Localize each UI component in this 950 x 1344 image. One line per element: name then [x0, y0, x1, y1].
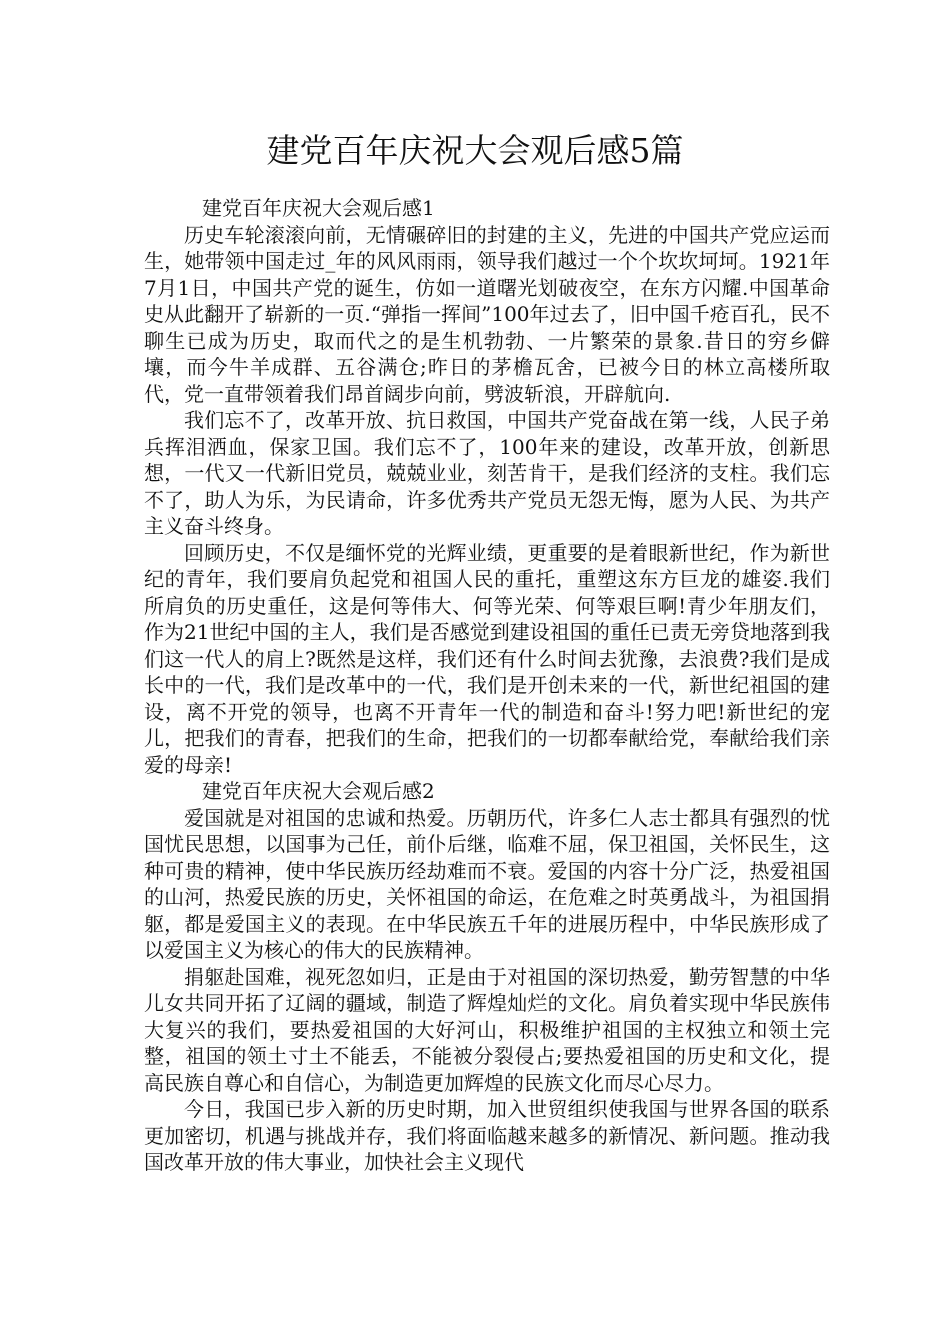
- section-heading-2: 建党百年庆祝大会观后感2: [202, 779, 435, 803]
- paragraph: 回顾历史，不仅是缅怀党的光辉业绩，更重要的是着眼新世纪，作为新世纪的青年，我们要肩负起党和祖国人民的重托，重塑这东方巨龙的雄姿.我们所肩负的历史重任，这是何等伟大、何等光荣、何等艰巨啊!青少年朋友们，作为21世纪中国的主人，我们是否感觉到建设祖国的重任已责无旁贷地落到我们这一代人的肩上?既然是这样，我们还有什么时间去犹豫，去浪费?我们是成长中的一代，我们是改革中的一代，我们是开创未来的一代，新世纪祖国的建设，离不开党的领导，也离不开青年一代的制造和奋斗!努力吧!新世纪的宠儿，把我们的青春，把我们的生命，把我们的一切都奉献给党，奉献给我们亲爱的母亲!: [144, 540, 830, 777]
- paragraph: 今日，我国已步入新的历史时期，加入世贸组织使我国与世界各国的联系更加密切，机遇与挑战并存，我们将面临越来越多的新情况、新问题。推动我国改革开放的伟大事业，加快社会主义现代: [144, 1097, 830, 1174]
- paragraph: 捐躯赴国难，视死忽如归，正是由于对祖国的深切热爱，勤劳智慧的中华儿女共同开拓了辽阔的疆域，制造了辉煌灿烂的文化。肩负着实现中华民族伟大复兴的我们，要热爱祖国的大好河山，积极维护祖国的主权独立和领土完整，祖国的领土寸土不能丢，不能被分裂侵占;要热爱祖国的历史和文化，提高民族自尊心和自信心，为制造更加辉煌的民族文化而尽心尽力。: [144, 964, 830, 1095]
- document-body: [144, 195, 830, 1176]
- paragraph: 我们忘不了，改革开放、抗日救国，中国共产党奋战在第一线，人民子弟兵挥泪洒血，保家卫国。我们忘不了，100年来的建设，改革开放，创新思想，一代又一代新旧党员，兢兢业业，刻苦肯干，是我们经济的支柱。我们忘不了，助人为乐，为民请命，许多优秀共产党员无怨无悔，愿为人民、为共产主义奋斗终身。: [144, 408, 830, 538]
- paragraph: 爱国就是对祖国的忠诚和热爱。历朝历代，许多仁人志士都具有强烈的忧国忧民思想，以国事为己任，前仆后继，临难不屈，保卫祖国，关怀民生，这种可贵的精神，使中华民族历经劫难而不衰。爱国的内容十分广泛，热爱祖国的山河，热爱民族的历史，关怀祖国的命运，在危难之时英勇战斗，为祖国捐躯，都是爱国主义的表现。在中华民族五千年的进展历程中，中华民族形成了以爱国主义为核心的伟大的民族精神。: [144, 805, 830, 962]
- paragraph: 历史车轮滚滚向前，无情碾碎旧的封建的主义，先进的中国共产党应运而生，她带领中国走过_年的风风雨雨，领导我们越过一个个坎坎坷坷。1921年7月1日，中国共产党的诞生，仿如一道曙光划破夜空，在东方闪耀.中国革命史从此翻开了崭新的一页.“弹指一挥间”100年过去了，旧中国千疮百孔，民不聊生已成为历史，取而代之的是生机勃勃、一片繁荣的景象.昔日的穷乡僻壤，而今牛羊成群、五谷满仓;昨日的茅檐瓦舍，已被今日的林立高楼所取代，党一直带领着我们昂首阔步向前，劈波斩浪，开辟航向.: [144, 222, 830, 406]
- page-title: 建党百年庆祝大会观后感5篇: [266, 131, 684, 170]
- section-heading-1: 建党百年庆祝大会观后感1: [202, 196, 435, 220]
